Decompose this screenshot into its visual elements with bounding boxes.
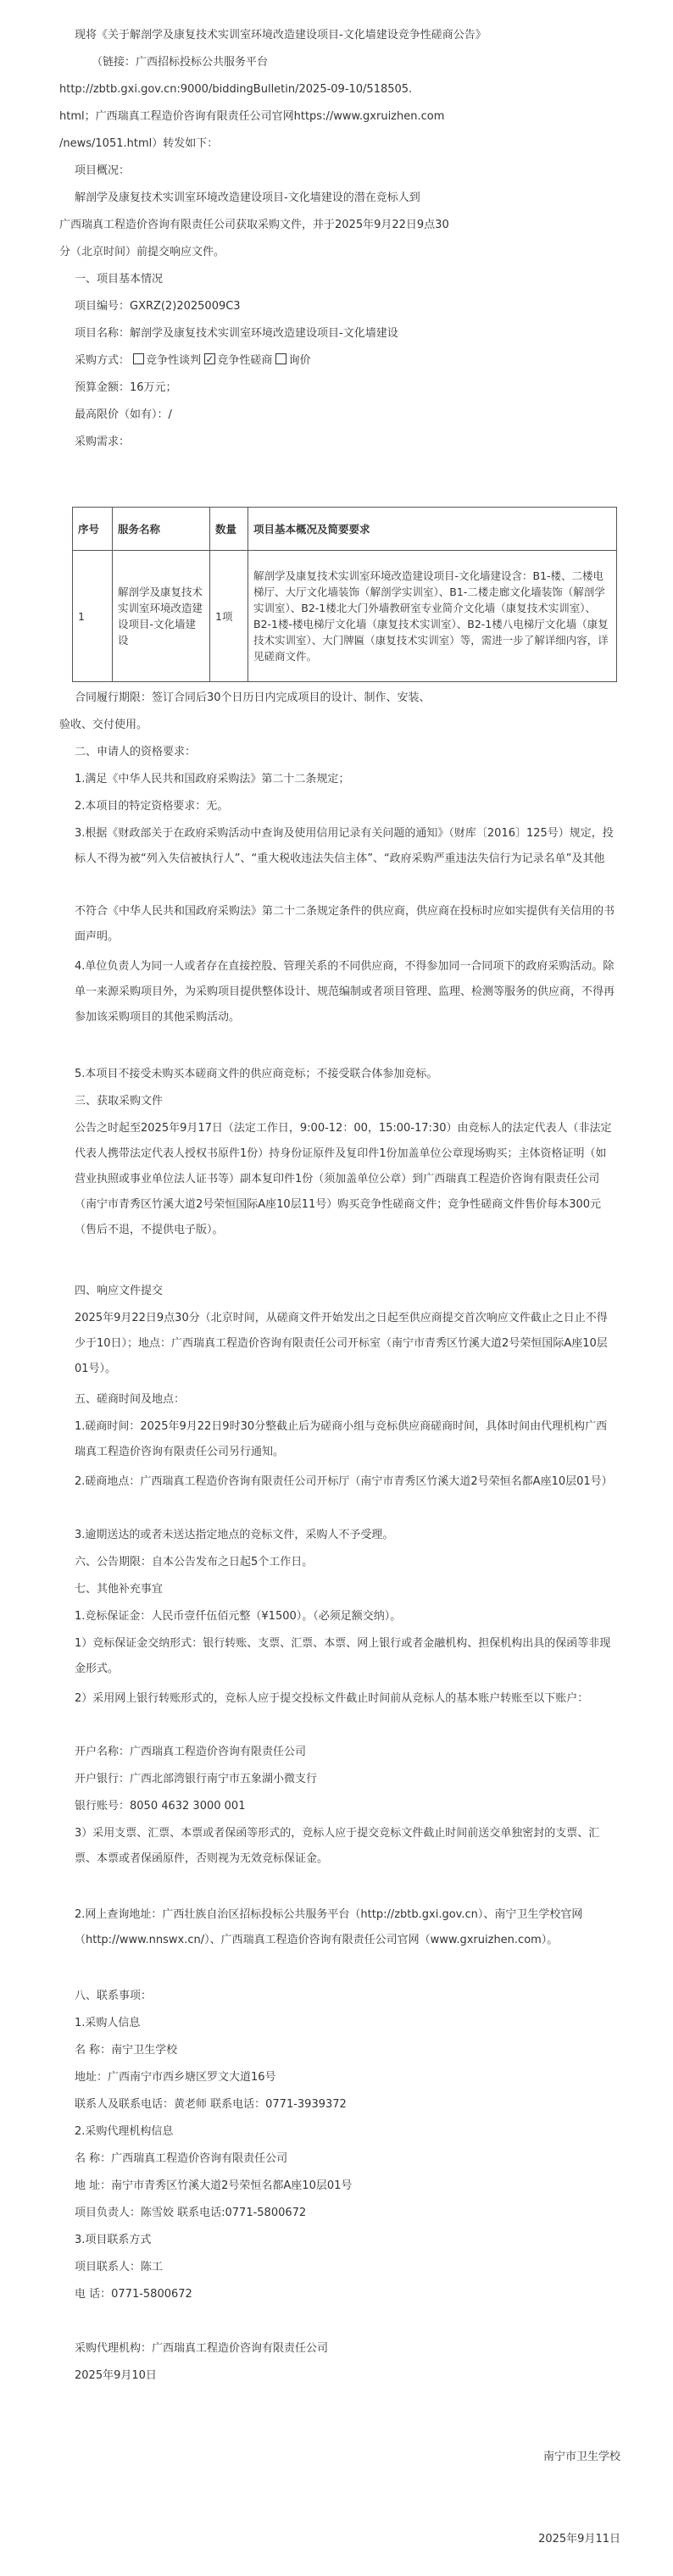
paragraph: 2.本项目的特定资格要求：无。 bbox=[75, 800, 229, 813]
section-heading: 八、联系事项： bbox=[75, 1990, 153, 2002]
paragraph: 不符合《中华人民共和国政府采购法》第二十二条规定条件的供应商，供应商在投标时应如实提供有关信用的书面声明。 bbox=[75, 905, 615, 943]
section-heading: 二、申请人的资格要求： bbox=[75, 746, 197, 758]
paragraph: 现将《关于解剖学及康复技术实训室环境改造建设项目-文化墙建设竞争性磋商公告》 bbox=[75, 29, 487, 42]
option-label: 询价 bbox=[288, 354, 311, 367]
paragraph: 合同履行期限：签订合同后30个日历日内完成项目的设计、制作、安装、 bbox=[75, 691, 431, 704]
project-name: 项目名称：解剖学及康复技术实训室环境改造建设项目-文化墙建设 bbox=[75, 327, 398, 340]
paragraph: 分（北京时间）前提交响应文件。 bbox=[59, 246, 225, 258]
checkbox-checked bbox=[204, 353, 215, 364]
paragraph: 2.磋商地点：广西瑞真工程造价咨询有限责任公司开标厅（南宁市青秀区竹溪大道2号荣恒名都A座10层01号） bbox=[75, 1475, 613, 1488]
link-text[interactable]: http://zbtb.gxi.gov.cn:9000/biddingBulletin/2025-09-10/518505. bbox=[59, 83, 413, 96]
label: 采购方式： bbox=[75, 354, 131, 367]
account-bank: 开户银行：广西北部湾银行南宁市五象湖小微支行 bbox=[75, 1773, 318, 1785]
paragraph: 1.满足《中华人民共和国政府采购法》第二十二条规定； bbox=[75, 773, 350, 786]
paragraph: 名 称：广西瑞真工程造价咨询有限责任公司 bbox=[75, 2152, 288, 2165]
cell-desc: 解剖学及康复技术实训室环境改造建设项目-文化墙建设含：B1-楼、二楼电梯厅、大厅文化墙装饰（解剖学实训室）、B1-二楼走廊文化墙装饰（解剖学实训室）、B2-1楼北大门外墙教研室专业简介文化墙（康复技术实训室）、B2-1楼-楼电梯厅文化墙（康复技术实训室）、B2-1楼八电梯厅文化墙（康复技术实训室）、大门牌匾（康复技术实训室）等，需进一步了解详细内容，详见磋商文件。 bbox=[248, 551, 617, 682]
paragraph: 公告之时起至2025年9月17日（法定工作日，9:00-12：00，15:00-17:30）由竞标人的法定代表人（非法定代表人携带法定代表人授权书原件1份）持身份证原件及复印件1份加盖单位公章现场购买；主体资格证明（如营业执照或事业单位法人证书等）副本复印件1份（须加盖单位公章）到广西瑞真工程造价咨询有限责任公司（南宁市青秀区竹溪大道2号荣恒国际A座10层11号）购买竞争性磋商文件；竞争性磋商文件售价每本300元（售后不退，不提供电子版）。 bbox=[75, 1122, 612, 1236]
section-heading: 四、响应文件提交 bbox=[75, 1285, 164, 1297]
col-header: 数量 bbox=[210, 508, 248, 551]
table-row bbox=[73, 551, 617, 682]
paragraph: 广西瑞真工程造价咨询有限责任公司获取采购文件，并于2025年9月22日9点30 bbox=[59, 219, 449, 231]
option-label: 竞争性谈判 bbox=[146, 354, 202, 367]
paragraph: 名 称：南宁卫生学校 bbox=[75, 2044, 178, 2057]
budget: 预算金额：16万元； bbox=[75, 381, 177, 394]
paragraph: 3.根据《财政部关于在政府采购活动中查询及使用信用记录有关问题的通知》（财库〔2016〕125号）规定，投标人不得为被“列入失信被执行人”、“重大税收违法失信主体”、“政府采购严重违法失信行为记录名单”及其他 bbox=[75, 827, 614, 865]
paragraph: 地 址：南宁市青秀区竹溪大道2号荣恒名都A座10层01号 bbox=[75, 2179, 353, 2192]
col-header: 服务名称 bbox=[113, 508, 210, 551]
paragraph: 1.磋商时间：2025年9月22日9时30分整截止后为磋商小组与竞标供应商磋商时间，具体时间由代理机构广西瑞真工程造价咨询有限责任公司另行通知。 bbox=[75, 1420, 608, 1458]
paragraph: 地址：广西南宁市西乡塘区罗文大道16号 bbox=[75, 2071, 276, 2084]
paragraph: 验收、交付使用。 bbox=[59, 719, 148, 731]
paragraph: 2）采用网上银行转账形式的，竞标人应于提交投标文件截止时间前从竞标人的基本账户转账至以下账户： bbox=[75, 1692, 589, 1705]
date: 2025年9月10日 bbox=[75, 2369, 157, 2382]
checkbox-unchecked bbox=[275, 353, 286, 364]
paragraph: （链接：广西招标投标公共服务平台 bbox=[92, 56, 269, 69]
paragraph: 2025年9月22日9点30分（北京时间，从磋商文件开始发出之日起至供应商提交首次响应文件截止之日止不得少于10日）；地点：广西瑞真工程造价咨询有限责任公司开标室（南宁市青秀区竹溪大道2号荣恒国际A座10层01号）。 bbox=[75, 1312, 608, 1375]
signature-date: 2025年9月11日 bbox=[538, 2533, 620, 2545]
account-number: 银行账号：8050 4632 3000 001 bbox=[75, 1800, 246, 1813]
paragraph: 采购代理机构：广西瑞真工程造价咨询有限责任公司 bbox=[75, 2342, 329, 2355]
section-heading: 一、项目基本情况 bbox=[75, 273, 164, 286]
subheading: 2.采购代理机构信息 bbox=[75, 2125, 174, 2138]
cell-no: 1 bbox=[73, 551, 113, 682]
section-heading: 七、其他补充事宜 bbox=[75, 1583, 164, 1596]
project-number: 项目编号：GXRZ(2)2025009C3 bbox=[75, 300, 241, 313]
table-header-row bbox=[73, 508, 617, 551]
checkbox-unchecked bbox=[133, 353, 144, 364]
paragraph: 六、公告期限：自本公告发布之日起5个工作日。 bbox=[75, 1556, 314, 1568]
option-label: 竞争性磋商 bbox=[217, 354, 273, 367]
paragraph: /news/1051.html）转发如下： bbox=[59, 137, 219, 150]
paragraph: 2.网上查询地址：广西壮族自治区招标投标公共服务平台（http://zbtb.gxi.gov.cn）、南宁卫生学校官网（http://www.nnswx.cn/）、广西瑞真工程造价咨询有限责任公司官网（www.gxruizhen.com）。 bbox=[75, 1908, 583, 1946]
paragraph: 4.单位负责人为同一人或者存在直接控股、管理关系的不同供应商，不得参加同一合同项下的政府采购活动。除单一来源采购项目外，为采购项目提供整体设计、规范编制或者项目管理、监理、检测等服务的供应商，不得再参加该采购项目的其他采购活动。 bbox=[75, 960, 615, 1024]
subheading: 3.项目联系方式 bbox=[75, 2234, 152, 2246]
heading: 项目概况： bbox=[75, 164, 131, 177]
section-heading: 三、获取采购文件 bbox=[75, 1095, 164, 1108]
paragraph: 1）竞标保证金交纳形式：银行转账、支票、汇票、本票、网上银行或者金融机构、担保机构出具的保函等非现金形式。 bbox=[75, 1637, 611, 1675]
section-heading: 五、磋商时间及地点： bbox=[75, 1393, 186, 1406]
col-header: 项目基本概况及简要要求 bbox=[248, 508, 617, 551]
paragraph: 项目联系人：陈工 bbox=[75, 2261, 164, 2273]
paragraph: 联系人及联系电话：黄老师 联系电话：0771-3939372 bbox=[75, 2098, 347, 2111]
link-text[interactable]: html；广西瑞真工程造价咨询有限责任公司官网https://www.gxruizhen.com bbox=[59, 110, 445, 123]
subheading: 1.采购人信息 bbox=[75, 2017, 141, 2029]
signature-org: 南宁市卫生学校 bbox=[542, 2451, 620, 2463]
paragraph: 3）采用支票、汇票、本票或者保函等形式的，竞标人应于提交竞标文件截止时间前送交单独密封的支票、汇票、本票或者保函原件，否则视为无效竞标保证金。 bbox=[75, 1827, 600, 1865]
requirements-label: 采购需求： bbox=[75, 436, 131, 448]
paragraph: 解剖学及康复技术实训室环境改造建设项目-文化墙建设的潜在竞标人到 bbox=[75, 192, 420, 204]
col-header: 序号 bbox=[73, 508, 113, 551]
requirements-table bbox=[72, 507, 617, 682]
account-name: 开户名称：广西瑞真工程造价咨询有限责任公司 bbox=[75, 1746, 307, 1758]
max-price: 最高限价（如有）：/ bbox=[75, 408, 172, 421]
cell-qty: 1项 bbox=[210, 551, 248, 682]
cell-name: 解剖学及康复技术实训室环境改造建设项目-文化墙建设 bbox=[113, 551, 210, 682]
paragraph: 电 话：0771-5800672 bbox=[75, 2288, 192, 2301]
paragraph: 1.竞标保证金：人民币壹仟伍佰元整（¥1500）。（必须足额交纳）。 bbox=[75, 1610, 402, 1623]
paragraph: 5.本项目不接受未购买本磋商文件的供应商竞标；不接受联合体参加竞标。 bbox=[75, 1068, 438, 1080]
paragraph: 3.逾期送达的或者未送达指定地点的竞标文件，采购人不予受理。 bbox=[75, 1529, 394, 1541]
procurement-method bbox=[75, 353, 617, 369]
paragraph: 项目负责人：陈雪姣 联系电话:0771-5800672 bbox=[75, 2207, 307, 2219]
